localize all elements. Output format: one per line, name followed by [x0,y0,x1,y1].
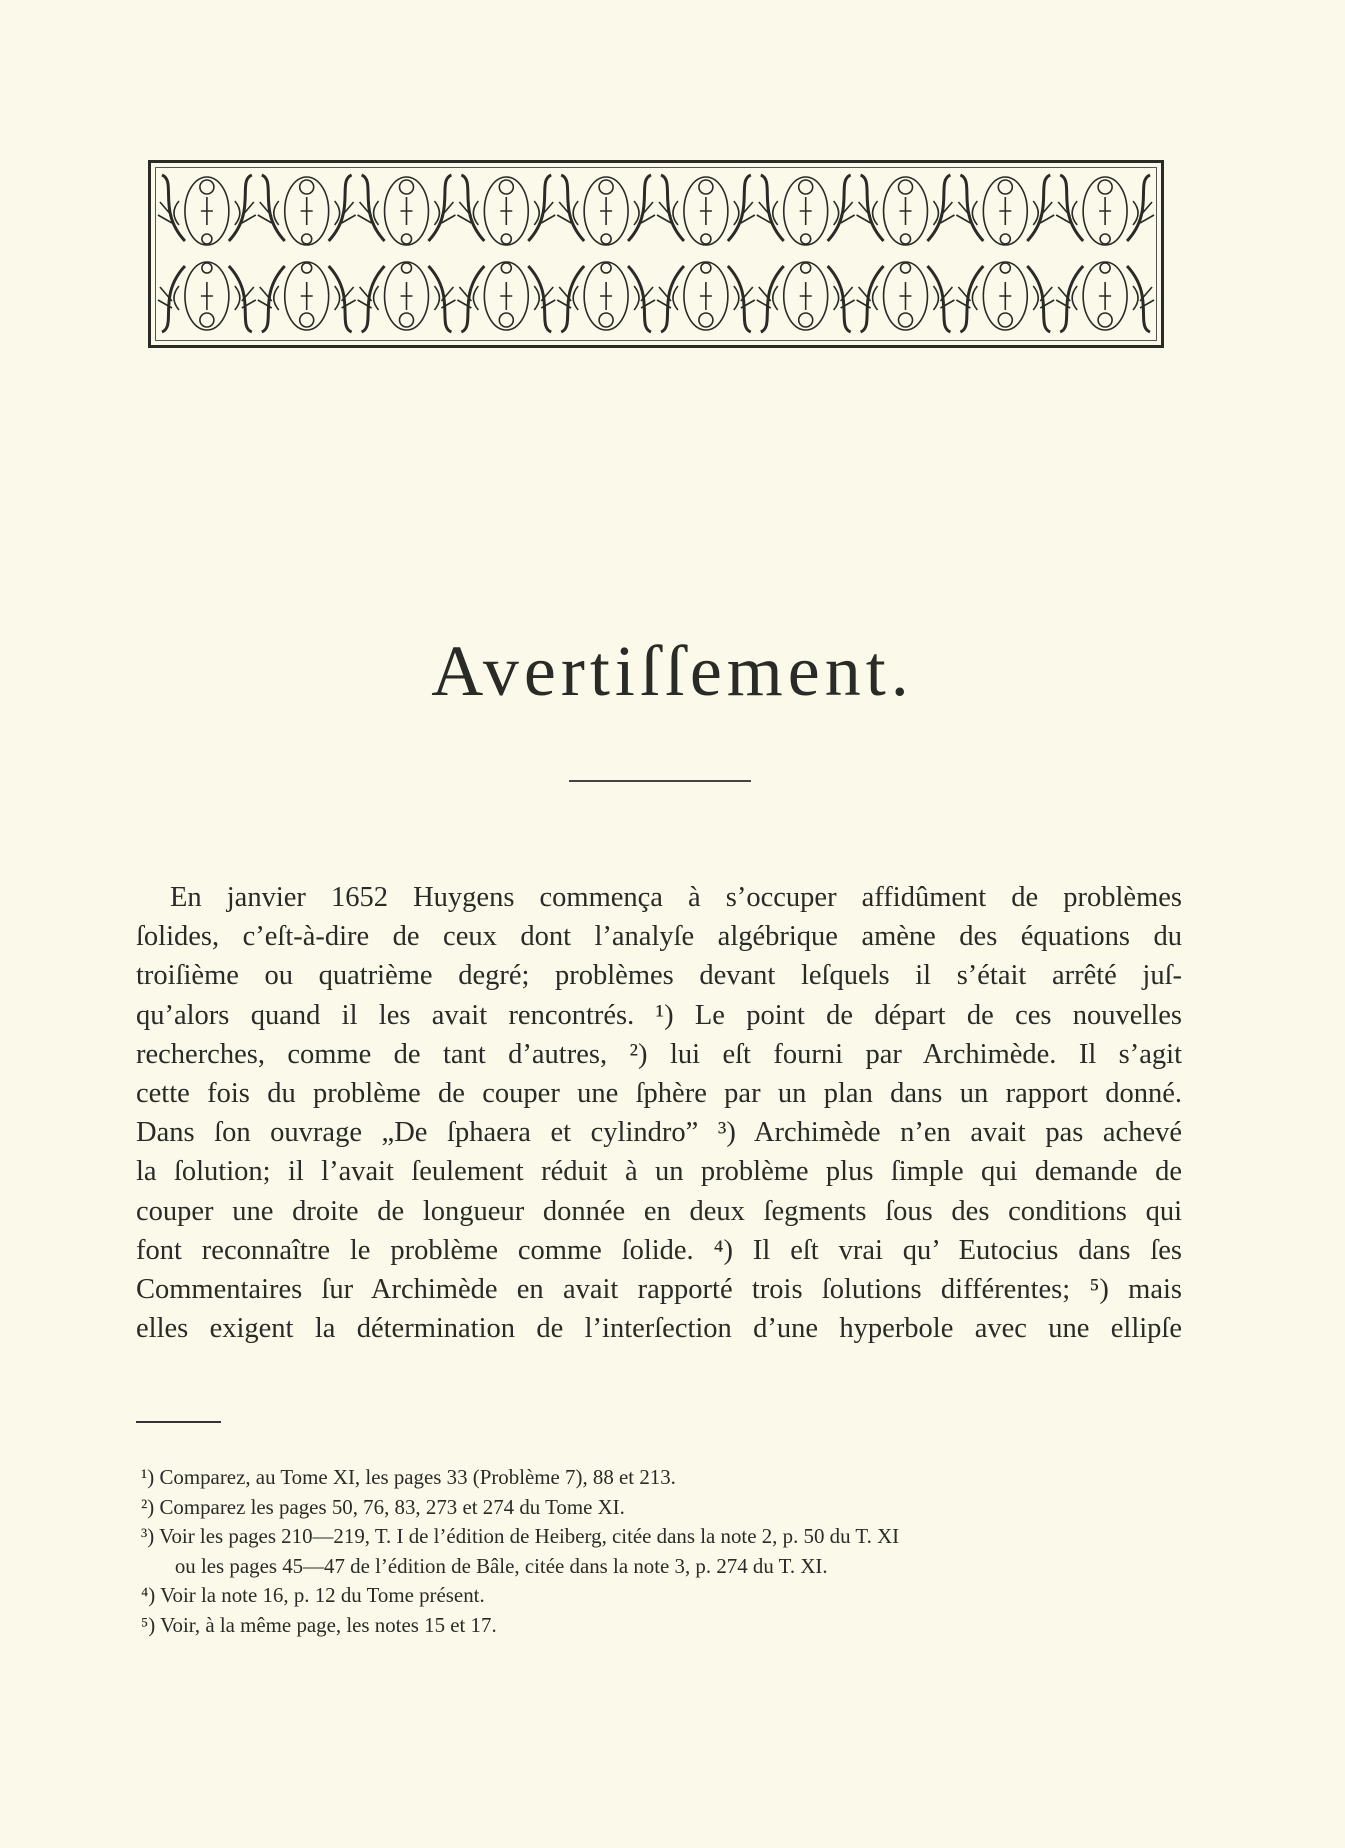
ornamental-headpiece [148,160,1164,348]
footnote-text: Voir la note 16, p. 12 du Tome présent. [160,1583,485,1607]
body-line: Commentaires ſur Archimède en avait rapporté trois ſolutions différentes; ⁵) mais [136,1274,1182,1306]
footnote-text: Voir, à la même page, les notes 15 et 17. [160,1612,497,1637]
footnote [141,1611,1181,1641]
footnote [141,1522,1181,1581]
title-rule [569,780,751,782]
body-line: elles exigent la détermination de l’interſection d’une hyperbole avec une ellipſe [136,1313,1182,1345]
footnote-mark: ²) [141,1494,155,1519]
body-line: font reconnaître le problème comme ſolide. ⁴) Il eſt vrai qu’ Eutocius dans ſes [136,1234,1182,1266]
footnote [141,1463,1181,1493]
body-line: troiſième ou quatrième degré; problèmes devant leſquels il s’était arrêté juſ- [136,960,1182,992]
footnote [141,1581,1181,1611]
body-line: ſolides, c’eſt-à-dire de ceux dont l’analyſe algébrique amène des équations du [136,921,1182,953]
footnote-mark: ³) [141,1524,155,1548]
body-line: la ſolution; il l’avait ſeulement réduit à un problème plus ſimple qui demande de [136,1156,1182,1188]
footnote-mark: ¹) [141,1465,155,1489]
footnote-text: Comparez, au Tome XI, les pages 33 (Problème 7), 88 et 213. [159,1465,676,1489]
footnote-text: Comparez les pages 50, 76, 83, 273 et 274 du Tome XI. [159,1494,625,1519]
ornament-pattern-icon [157,169,1155,339]
footnote [141,1493,1181,1523]
footnote-mark: ⁵) [141,1612,156,1637]
page-title: Avertiſſement. [431,631,914,711]
body-line: recherches, comme de tant d’autres, ²) lui eſt fourni par Archimède. Il s’agit [136,1038,1182,1070]
footnotes [141,1463,1181,1640]
body-line: qu’alors quand il les avait rencontrés. ¹) Le point de départ de ces nouvelles [136,999,1182,1031]
footnote-continuation: ou les pages 45—47 de l’édition de Bâle, citée dans la note 3, p. 274 du T. XI. [174,1553,828,1578]
body-line: Dans ſon ouvrage „De ſphaera et cylindro” ³) Archimède n’en avait pas achevé [136,1117,1182,1149]
footnote-mark: ⁴) [141,1583,156,1607]
footnote-rule [136,1421,221,1423]
body-line: En janvier 1652 Huygens commença à s’occuper affidûment de problèmes [170,882,1182,913]
footnote-text: Voir les pages 210—219, T. I de l’édition de Heiberg, citée dans la note 2, p. 50 du T. XI [159,1524,900,1548]
body-text [136,878,1182,1348]
body-line: cette fois du problème de couper une ſphère par un plan dans un rapport donné. [136,1078,1182,1110]
body-line: couper une droite de longueur donnée en deux ſegments ſous des conditions qui [136,1195,1182,1227]
